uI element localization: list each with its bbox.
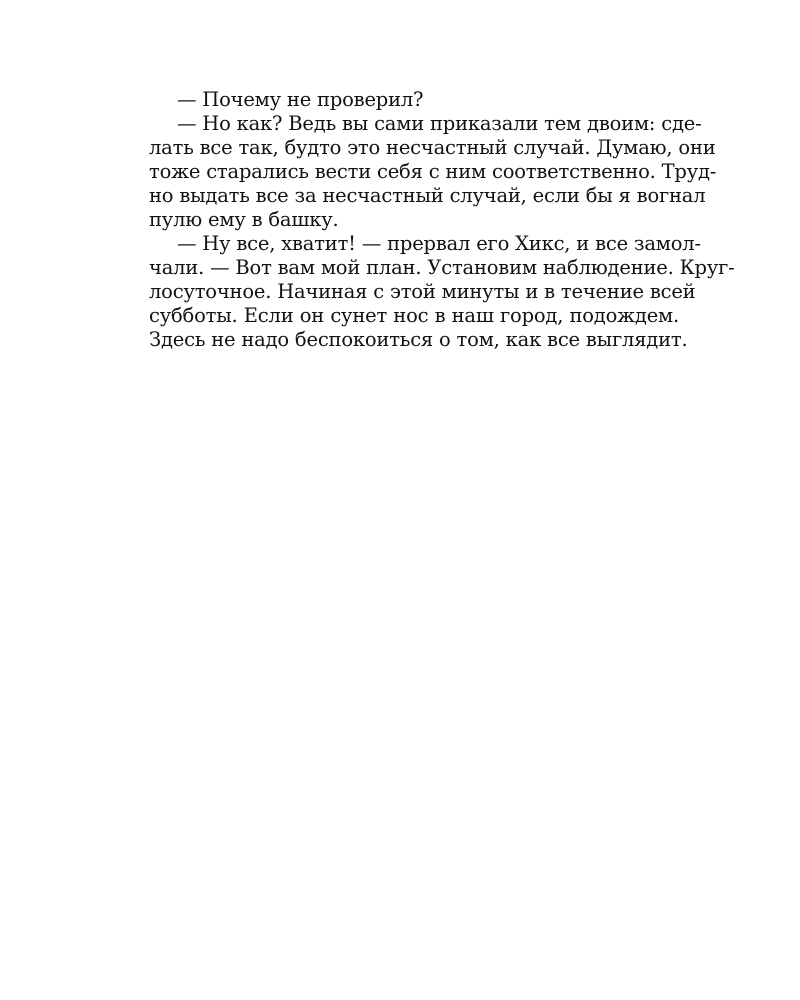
text-line: лосуточное. Начиная с этой минуты и в течение всей xyxy=(149,280,696,303)
body-text xyxy=(149,88,735,352)
text-line: Здесь не надо беспокоиться о том, как все выглядит. xyxy=(149,328,688,351)
text-line: чали. — Вот вам мой план. Установим наблюдение. Круг- xyxy=(149,256,735,279)
text-line: но выдать все за несчастный случай, если бы я вогнал xyxy=(149,184,706,207)
text-line: — Ну все, хватит! — прервал его Хикс, и все замол- xyxy=(177,232,701,255)
text-line: тоже старались вести себя с ним соответственно. Труд- xyxy=(149,160,717,183)
text-line: пулю ему в башку. xyxy=(149,208,339,231)
text-line: — Почему не проверил? xyxy=(177,88,424,111)
paragraph xyxy=(149,112,717,232)
paragraph xyxy=(149,232,735,352)
paragraph xyxy=(149,88,679,112)
text-line: — Но как? Ведь вы сами приказали тем двоим: сде- xyxy=(177,112,702,135)
text-line: лать все так, будто это несчастный случай. Думаю, они xyxy=(149,136,716,159)
text-line: субботы. Если он сунет нос в наш город, подождем. xyxy=(149,304,679,327)
